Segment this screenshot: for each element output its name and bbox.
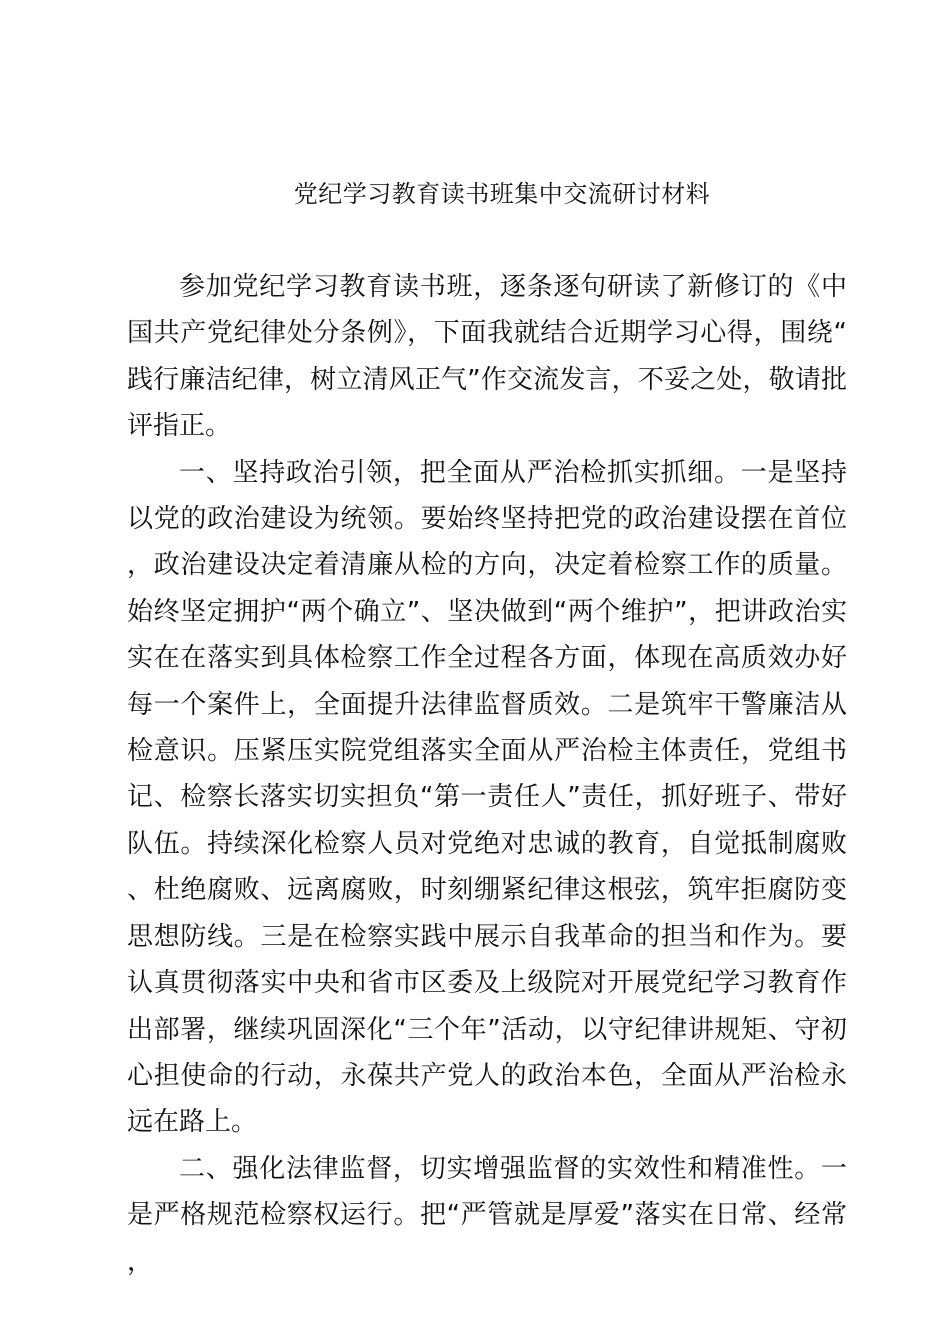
paragraph-section-one: 一、坚持政治引领，把全面从严治检抓实抓细。一是坚持以党的政治建设为统领。要始终坚持把党的政治建设摆在首位，政治建设决定着清廉从检的方向，决定着检察工作的质量。始终坚定拥护“两个确立”、坚决做到“两个维护”，把讲政治实实在在落实到具体检察工作全过程各方面，体现在高质效办好每一个案件上，全面提升法律监督质效。二是筑牢干警廉洁从检意识。压紧压实院党组落实全面从严治检主体责任，党组书记、检察长落实切实担负“第一责任人”责任，抓好班子、带好队伍。持续深化检察人员对党绝对忠诚的教育，自觉抵制腐败、杜绝腐败、远离腐败，时刻绷紧纪律这根弦，筑牢拒腐防变思想防线。三是在检察实践中展示自我革命的担当和作为。要认真贯彻落实中央和省市区委及上级院对开展党纪学习教育作出部署，继续巩固深化“三个年”活动，以守纪律讲规矩、守初心担使命的行动，永葆共产党人的政治本色，全面从严治检永远在路上。: [127, 457, 847, 1138]
document-body: [127, 264, 847, 1285]
paragraph-section-two: 二、强化法律监督，切实增强监督的实效性和精准性。一是严格规范检察权运行。把“严管就是厚爱”落实在日常、经常，: [127, 1153, 847, 1277]
document-title: 党纪学习教育读书班集中交流研讨材料: [293, 180, 711, 208]
paragraph-intro: 参加党纪学习教育读书班，逐条逐句研读了新修订的《中国共产党纪律处分条例》，下面我就结合近期学习心得，围绕“践行廉洁纪律，树立清风正气”作交流发言，不妥之处，敬请批评指正。: [127, 272, 847, 442]
